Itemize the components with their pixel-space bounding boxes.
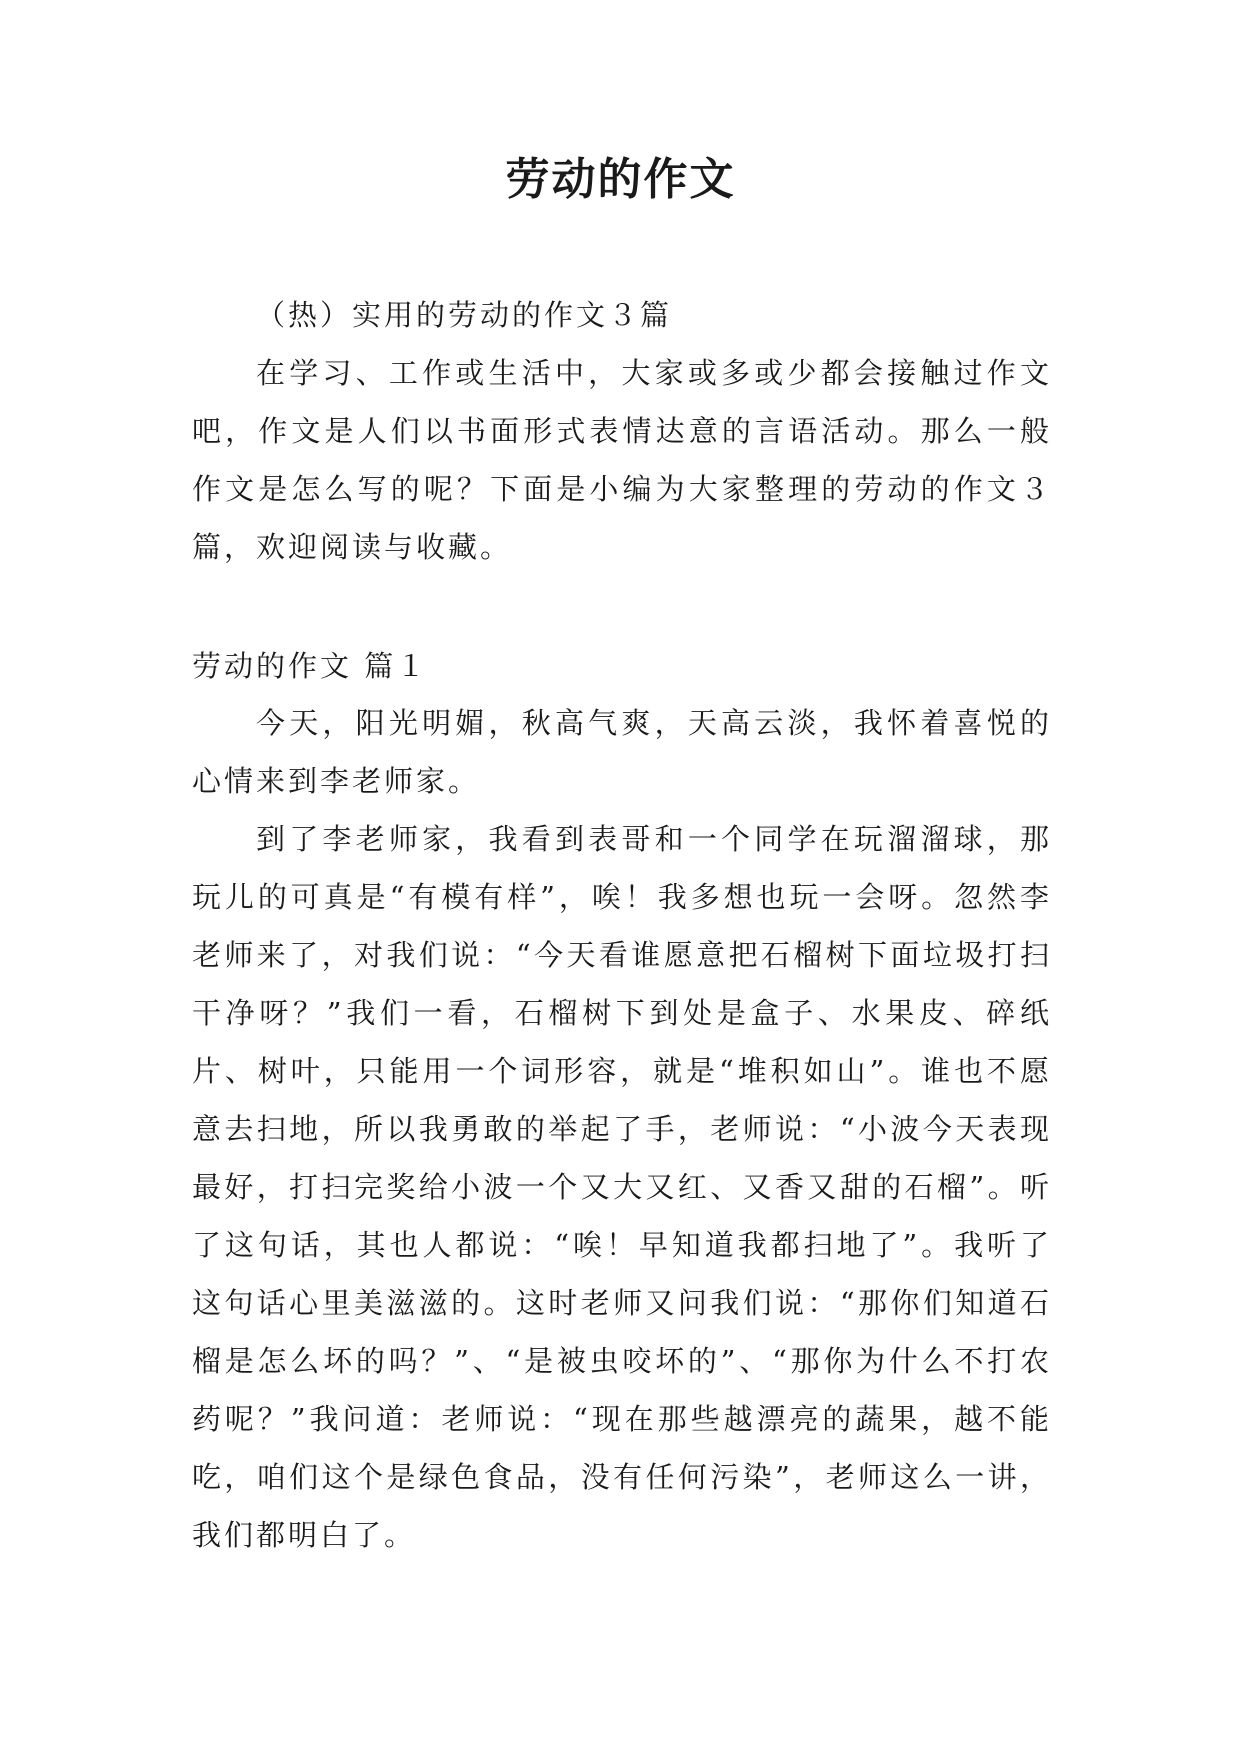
section-heading: 劳动的作文 篇１ (192, 649, 429, 683)
intro-paragraph: 在学习、工作或生活中，大家或多或少都会接触过作文吧，作文是人们以书面形式表情达意的言语活动。那么一般作文是怎么写的呢？下面是小编为大家整理的劳动的作文３篇，欢迎阅读与收藏。 (192, 356, 1052, 564)
document-title: 劳动的作文 (505, 154, 736, 205)
body-paragraph: 今天，阳光明媚，秋高气爽，天高云淡，我怀着喜悦的心情来到李老师家。 (192, 706, 1052, 798)
document-subtitle: （热）实用的劳动的作文３篇 (256, 298, 673, 332)
body-paragraph: 到了李老师家，我看到表哥和一个同学在玩溜溜球，那玩儿的可真是“有模有样”，唉！我多想也玩一会呀。忽然李老师来了，对我们说：“今天看谁愿意把石榴树下面垃圾打扫干净呀？”我们一看，石榴树下到处是盒子、水果皮、碎纸片、树叶，只能用一个词形容，就是“堆积如山”。谁也不愿意去扫地，所以我勇敢的举起了手，老师说：“小波今天表现最好，打扫完奖给小波一个又大又红、又香又甜的石榴”。听了这句话，其也人都说：“唉！早知道我都扫地了”。我听了这句话心里美滋滋的。这时老师又问我们说：“那你们知道石榴是怎么坏的吗？”、“是被虫咬坏的”、“那你为什么不打农药呢？”我问道：老师说：“现在那些越漂亮的蔬果，越不能吃，咱们这个是绿色食品，没有任何污染”，老师这么一讲，我们都明白了。 (192, 822, 1052, 1552)
